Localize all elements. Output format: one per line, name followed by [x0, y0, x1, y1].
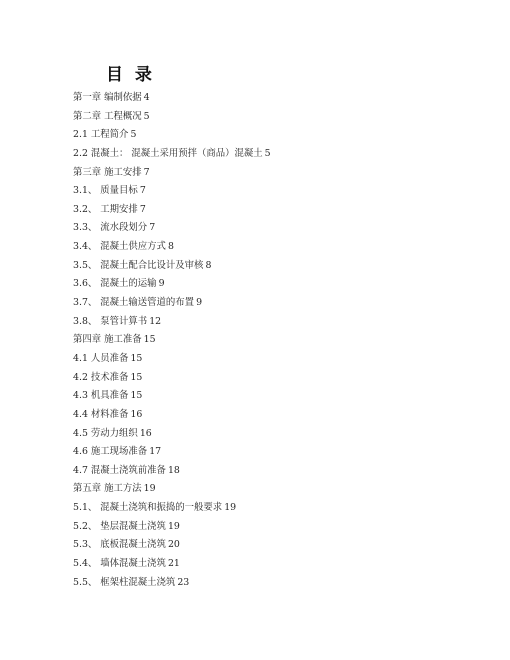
toc-entry-number: 4.7 [73, 464, 88, 476]
toc-entry-number: 4.6 [73, 446, 88, 458]
toc-entry-number: 第一章 [73, 92, 102, 103]
toc-entry-title: 混凝土浇筑前准备 [90, 464, 166, 476]
toc-entry-title: 人员准备 [90, 352, 129, 364]
toc-entry-page: 19 [224, 502, 237, 514]
toc-entry-page: 19 [167, 520, 180, 532]
toc-entry-number: 3.4、 [73, 241, 98, 253]
toc-entry-page: 5 [264, 147, 271, 159]
toc-entry-number: 4.5 [73, 427, 88, 439]
toc-entry-page: 19 [143, 483, 156, 495]
toc-entry[interactable] [73, 126, 271, 145]
toc-entry-number: 5.3、 [73, 539, 98, 551]
toc-entry-title: 施工安排 [104, 166, 142, 178]
toc-entry-title: 泵管计算书 [100, 315, 148, 327]
toc-entry-number: 4.3 [73, 390, 88, 402]
toc-entry-title: 流水段划分 [100, 222, 148, 234]
toc-entry-page: 21 [167, 558, 180, 570]
toc-entry-page: 15 [130, 390, 143, 402]
toc-entry[interactable] [73, 518, 271, 537]
toc-entry-number: 3.1、 [73, 185, 98, 197]
toc-entry-title: 混凝土： 混凝土采用预拌（商品）混凝土 [90, 147, 263, 159]
toc-entry-title: 混凝土供应方式 [100, 241, 166, 253]
toc-entry[interactable] [73, 499, 271, 518]
toc-title: 目 录 [106, 65, 155, 85]
toc-entry-page: 7 [149, 222, 156, 234]
toc-entry[interactable] [73, 238, 271, 257]
toc-list [73, 89, 271, 592]
toc-entry-title: 底板混凝土浇筑 [100, 539, 166, 551]
toc-entry-page: 15 [143, 334, 156, 346]
toc-entry-title: 工程简介 [90, 129, 129, 141]
toc-entry[interactable] [73, 536, 271, 555]
toc-entry-title: 垫层混凝土浇筑 [100, 520, 166, 532]
toc-entry-page: 7 [143, 166, 150, 178]
toc-entry-title: 工期安排 [100, 203, 138, 215]
toc-entry[interactable] [73, 164, 271, 183]
toc-entry-number: 第五章 [73, 483, 102, 495]
toc-entry-title: 编制依据 [104, 92, 142, 103]
toc-entry[interactable] [73, 201, 271, 220]
toc-entry[interactable] [73, 574, 271, 593]
toc-entry[interactable] [73, 182, 271, 201]
toc-entry[interactable] [73, 480, 271, 499]
toc-entry[interactable] [73, 331, 271, 350]
toc-entry-number: 5.1、 [73, 502, 98, 514]
toc-entry-page: 15 [130, 371, 143, 383]
toc-entry-title: 质量目标 [100, 185, 138, 197]
toc-entry-number: 3.3、 [73, 222, 98, 234]
toc-entry-number: 3.8、 [73, 315, 98, 327]
toc-entry-number: 2.1 [73, 129, 88, 141]
toc-entry-page: 7 [139, 203, 146, 215]
toc-entry-title: 混凝土输送管道的布置 [100, 297, 195, 309]
toc-entry[interactable] [73, 462, 271, 481]
toc-entry-number: 4.1 [73, 352, 88, 364]
toc-entry[interactable] [73, 275, 271, 294]
toc-entry-title: 材料准备 [90, 408, 129, 420]
toc-entry[interactable] [73, 387, 271, 406]
toc-entry-page: 5 [143, 110, 150, 122]
toc-entry[interactable] [73, 219, 271, 238]
toc-entry[interactable] [73, 294, 271, 313]
toc-entry-title: 混凝土浇筑和振捣的一般要求 [100, 502, 223, 514]
toc-entry-title: 施工准备 [104, 334, 142, 346]
toc-entry[interactable] [73, 89, 271, 108]
toc-entry[interactable] [73, 425, 271, 444]
toc-entry-title: 技术准备 [90, 371, 129, 383]
toc-entry[interactable] [73, 145, 271, 164]
toc-entry-title: 劳动力组织 [90, 427, 138, 439]
toc-entry-title: 工程概况 [104, 110, 142, 122]
toc-entry-page: 4 [143, 92, 150, 103]
toc-entry[interactable] [73, 555, 271, 574]
toc-entry-title: 施工现场准备 [90, 446, 148, 458]
toc-entry-title: 混凝土配合比设计及审核 [100, 259, 204, 271]
toc-entry-number: 第二章 [73, 110, 102, 122]
toc-entry-title: 混凝土的运输 [100, 278, 157, 290]
toc-entry-page: 9 [158, 278, 165, 290]
toc-entry-number: 5.4、 [73, 558, 98, 570]
toc-entry-number: 5.2、 [73, 520, 98, 532]
toc-entry-page: 16 [139, 427, 152, 439]
toc-entry[interactable] [73, 406, 271, 425]
toc-entry-page: 17 [149, 446, 162, 458]
toc-entry[interactable] [73, 369, 271, 388]
toc-entry-title: 机具准备 [90, 390, 129, 402]
toc-entry-page: 18 [167, 464, 180, 476]
toc-entry-number: 第四章 [73, 334, 102, 346]
toc-entry-number: 3.5、 [73, 259, 98, 271]
toc-entry[interactable] [73, 443, 271, 462]
toc-entry-number: 第三章 [73, 166, 102, 178]
toc-entry-page: 16 [130, 408, 143, 420]
toc-entry-number: 3.6、 [73, 278, 98, 290]
toc-entry-title: 框架柱混凝土浇筑 [100, 576, 176, 588]
toc-entry-page: 9 [196, 297, 203, 309]
toc-entry-title: 墙体混凝土浇筑 [100, 558, 166, 570]
toc-entry[interactable] [73, 350, 271, 369]
toc-entry-page: 23 [177, 576, 190, 588]
toc-entry-page: 12 [149, 315, 162, 327]
toc-entry-page: 20 [167, 539, 180, 551]
toc-entry-number: 5.5、 [73, 576, 98, 588]
toc-entry-number: 2.2 [73, 147, 88, 159]
toc-entry-page: 15 [130, 352, 143, 364]
toc-entry-number: 4.2 [73, 371, 88, 383]
toc-entry-page: 7 [139, 185, 146, 197]
toc-entry[interactable] [73, 108, 271, 127]
toc-entry-number: 4.4 [73, 408, 88, 420]
toc-entry-page: 8 [167, 241, 174, 253]
toc-entry-title: 施工方法 [104, 483, 142, 495]
toc-entry-number: 3.2、 [73, 203, 98, 215]
toc-entry[interactable] [73, 313, 271, 332]
toc-entry-page: 5 [130, 129, 137, 141]
toc-entry[interactable] [73, 257, 271, 276]
toc-entry-page: 8 [205, 259, 212, 271]
toc-entry-number: 3.7、 [73, 297, 98, 309]
